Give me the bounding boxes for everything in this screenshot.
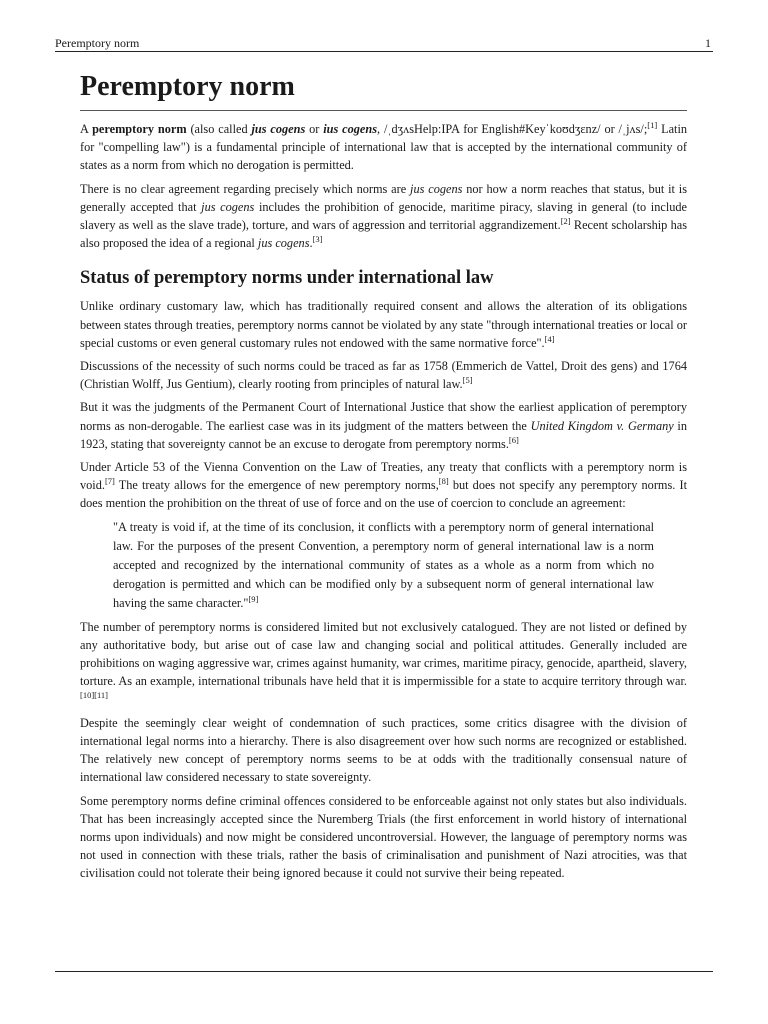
- bold-italic-term: jus cogens: [251, 122, 306, 136]
- intro-paragraph: [80, 120, 687, 175]
- header-divider: [55, 51, 713, 52]
- citation-ref[interactable]: [6]: [508, 434, 519, 445]
- text-run: Under Article 53 of the Vienna Convention on the Law of Treaties, any treaty that conflicts with a peremptory norm is void.: [80, 460, 687, 493]
- text-run: but does not specify any peremptory norms. It does mention the prohibition on the threat of use of force and on the use of coercion to conclude an agreement:: [80, 478, 687, 511]
- paragraph: Some peremptory norms define criminal offences considered to be enforceable against not only states but also individuals. That has been increasingly accepted since the Nuremberg Trials (the first enforcement in world history of international norms upon individuals) and now might be considered uncontroversial. However, the language of peremptory norms was not used in connection with these trials, rather the basis of criminalisation and punishment of Nazi atrocities, was that civilisation could not tolerate their being ignored because it could not survive their being repeated.: [80, 793, 687, 881]
- text-run: Discussions of the necessity of such norms could be traced as far as 1758 (Emmerich de Vattel, Droit des gens) and 1764 (Christian Wolff, Jus Gentium), clearly rooting from principles of natural law.: [80, 359, 687, 392]
- text-run: "A treaty is void if, at the time of its conclusion, it conflicts with a peremptory norm of general international law. For the purposes of the present Convention, a peremptory norm of general international law is a norm accepted and recognized by the international community of states as a whole as a norm from which no derogation is permitted and which can be modified only by a subsequent norm of general international law having the same character.": [113, 519, 654, 611]
- text-run: The number of peremptory norms is considered limited but not exclusively catalogued. They are not listed or defined by any authoritative body, but arise out of case law and changing social and political attitudes. Generally included are prohibitions on waging aggressive war, crimes against humanity, war crimes, maritime piracy, genocide, apartheid, slavery, torture. As an example, international tribunals have held that it is impermissible for a state to acquire territory through war.: [80, 619, 687, 689]
- text-run: nor how a norm reaches that status, but it is generally accepted that: [80, 181, 688, 214]
- citation-ref[interactable]: [1]: [647, 120, 658, 130]
- text-run: or: [305, 122, 324, 136]
- text-run: , /ˌdʒʌsHelp:IPA for English#Keyˈkoʊdʒɛnz/ or /ˌjʌs/;: [377, 122, 648, 136]
- paragraph: [80, 618, 687, 709]
- text-run: (also called: [186, 122, 252, 136]
- citation-ref[interactable]: [5]: [462, 375, 473, 386]
- paragraph: [80, 398, 687, 453]
- article-body: [80, 70, 687, 888]
- block-quote: [113, 518, 654, 614]
- paragraph: [80, 297, 687, 352]
- text-run: Latin for "compelling law") is a fundamental principle of international law that is accepted by the international community of states as a norm from which no derogation is permitted.: [80, 122, 688, 173]
- bold-italic-term: ius cogens: [323, 122, 377, 136]
- citation-ref[interactable]: [7]: [104, 476, 115, 487]
- paragraph: [80, 458, 687, 513]
- text-run: Recent scholarship has also proposed the idea of a regional: [80, 218, 688, 251]
- paragraph: Despite the seemingly clear weight of condemnation of such practices, some critics disagree with the division of international legal norms into a hierarchy. There is also disagreement over how such norms are recognized or established. The relatively new concept of peremptory norms seems to be at odds with the traditionally consensual nature of international law considered necessary to state sovereignty.: [80, 715, 687, 785]
- paragraph: [80, 357, 687, 393]
- page-number: 1: [705, 36, 711, 50]
- citation-ref[interactable]: [10][11]: [80, 690, 109, 701]
- citation-ref[interactable]: [9]: [248, 594, 259, 605]
- footer-divider: [55, 971, 713, 972]
- text-run: .: [309, 236, 313, 251]
- text-run: There is no clear agreement regarding precisely which norms are: [80, 181, 411, 196]
- text-run: Unlike ordinary customary law, which has traditionally required consent and allows the alteration of its obligations between states through treaties, peremptory norms cannot be violated by any state "through international treaties or local or special customs or even general customary rules not endowed with the same normative force".: [80, 299, 687, 350]
- italic-case-name: United Kingdom v. Germany: [530, 418, 674, 433]
- bold-term: peremptory norm: [92, 122, 187, 136]
- citation-ref[interactable]: [2]: [560, 216, 571, 227]
- citation-ref[interactable]: [4]: [544, 333, 555, 344]
- italic-term: jus cogens: [257, 236, 310, 251]
- text-run: But it was the judgments of the Permanent Court of International Justice that show the earliest application of peremptory norms as non-derogable. The earliest case was in its judgment of the matters between the: [80, 400, 687, 433]
- text-run: includes the prohibition of genocide, maritime piracy, slaving in general (to include slavery as well as the slave trade), torture, and wars of aggression and territorial aggrandizement.: [80, 199, 687, 233]
- citation-ref[interactable]: [3]: [312, 234, 323, 245]
- page-title: Peremptory norm: [80, 70, 687, 111]
- text-run: The treaty allows for the emergence of new peremptory norms,: [114, 478, 439, 493]
- italic-term: jus cogens: [201, 199, 255, 214]
- section-heading: Status of peremptory norms under international law: [80, 268, 494, 289]
- paragraph: [80, 180, 687, 253]
- citation-ref[interactable]: [8]: [438, 476, 449, 487]
- text-run: in 1923, stating that sovereignty cannot be an excuse to derogate from peremptory norms.: [80, 418, 687, 451]
- running-title: Peremptory norm: [55, 36, 140, 50]
- text-run: A: [80, 122, 93, 136]
- italic-term: jus cogens: [410, 181, 463, 196]
